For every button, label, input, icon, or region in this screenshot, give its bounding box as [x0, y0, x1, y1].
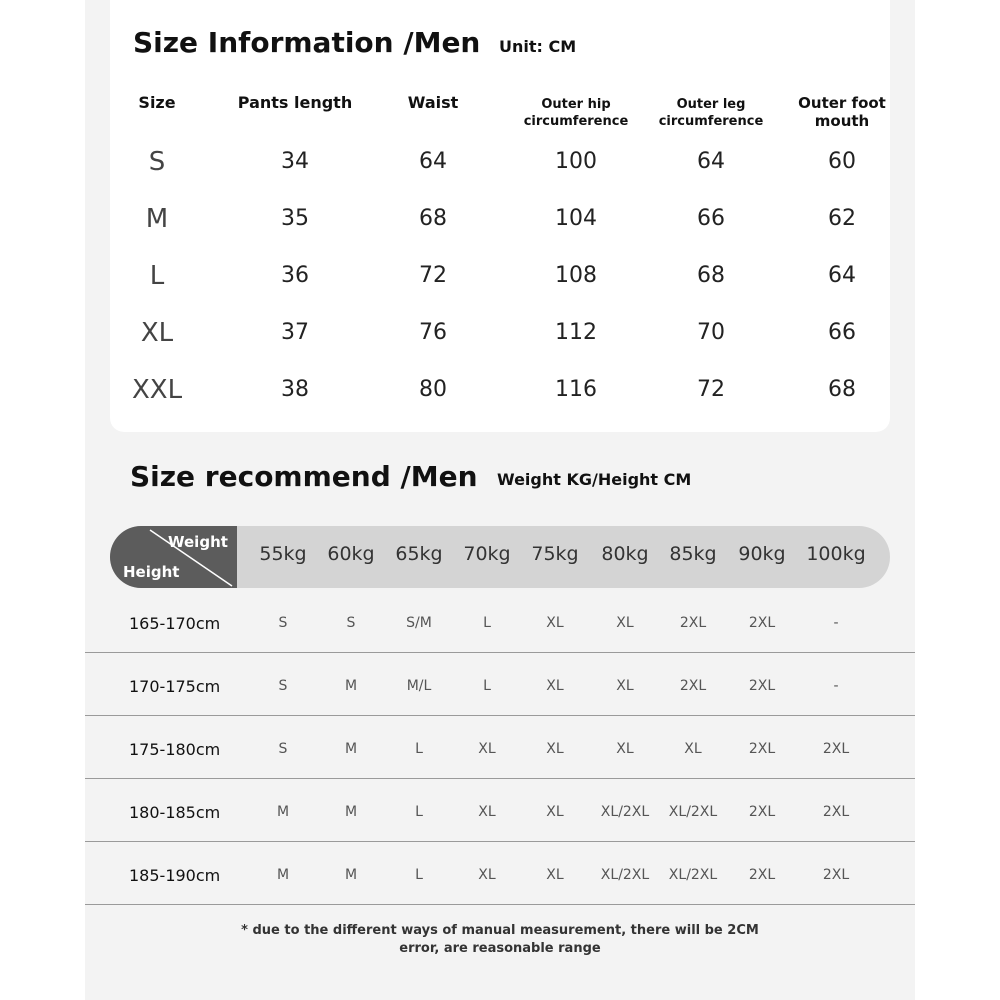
height-label: 175-180cm	[129, 740, 221, 759]
recommended-size: 2XL	[822, 867, 850, 883]
recommended-size: XL	[616, 678, 634, 694]
size-value: 62	[828, 206, 856, 231]
recommended-size: XL	[478, 804, 496, 820]
size-value: 80	[419, 377, 447, 402]
size-info-title: Size Information /Men	[133, 26, 481, 59]
size-value: 38	[281, 377, 309, 402]
recommended-size: XL	[546, 804, 564, 820]
size-label: L	[149, 261, 165, 291]
corner-weight-label: Weight	[168, 533, 228, 551]
size-col-header: Waist	[407, 93, 459, 112]
recommended-size: S/M	[406, 615, 432, 631]
size-value: 35	[281, 206, 309, 231]
size-label: S	[148, 147, 166, 177]
note-line-1: * due to the different ways of manual measurement, there will be 2CM	[241, 923, 759, 938]
recommended-size: M	[276, 867, 290, 883]
row-divider	[85, 778, 915, 779]
recommended-size: L	[483, 678, 491, 694]
weight-label: 85kg	[669, 543, 717, 565]
recommended-size: L	[415, 741, 423, 757]
recommended-size: XL	[478, 741, 496, 757]
recommended-size: M	[344, 678, 358, 694]
size-value: 36	[281, 263, 309, 288]
recommended-size: L	[483, 615, 491, 631]
size-value: 37	[281, 320, 309, 345]
recommended-size: 2XL	[822, 741, 850, 757]
recommended-size: S	[278, 615, 288, 631]
recommended-size: 2XL	[679, 678, 707, 694]
measurement-note	[85, 922, 915, 958]
weight-label: 75kg	[531, 543, 579, 565]
height-label: 185-190cm	[129, 866, 221, 885]
size-value: 66	[697, 206, 725, 231]
weight-label: 90kg	[738, 543, 786, 565]
corner-height-label: Height	[123, 563, 180, 581]
size-value: 34	[281, 149, 309, 174]
recommended-size: XL	[616, 615, 634, 631]
size-recommend-unit: Weight KG/Height CM	[497, 470, 692, 489]
size-value: 68	[828, 377, 856, 402]
recommended-size: XL/2XL	[600, 867, 650, 883]
weight-label: 60kg	[327, 543, 375, 565]
row-divider	[85, 715, 915, 716]
recommended-size: M	[344, 867, 358, 883]
size-value: 108	[555, 263, 597, 288]
recommended-size: L	[415, 867, 423, 883]
recommended-size: XL	[684, 741, 702, 757]
size-value: 64	[697, 149, 725, 174]
recommended-size: XL/2XL	[600, 804, 650, 820]
weight-height-corner	[110, 526, 237, 588]
size-col-header: Outer hip circumference	[523, 97, 629, 129]
recommended-size: 2XL	[748, 804, 776, 820]
size-value: 68	[697, 263, 725, 288]
size-value: 116	[555, 377, 597, 402]
size-value: 72	[697, 377, 725, 402]
size-value: 66	[828, 320, 856, 345]
size-info-card	[110, 0, 890, 432]
recommended-size: XL	[616, 741, 634, 757]
height-label: 170-175cm	[129, 677, 221, 696]
recommended-size: XL	[478, 867, 496, 883]
recommended-size: XL/2XL	[668, 804, 718, 820]
size-col-header: Outer leg circumference	[658, 97, 764, 129]
recommended-size: 2XL	[748, 678, 776, 694]
size-col-header: Outer foot mouth	[798, 94, 886, 130]
recommended-size: 2XL	[679, 615, 707, 631]
size-value: 70	[697, 320, 725, 345]
size-recommend-title: Size recommend /Men	[130, 460, 478, 493]
row-divider	[85, 652, 915, 653]
height-label: 165-170cm	[129, 614, 221, 633]
size-value: 104	[555, 206, 597, 231]
recommended-size: XL	[546, 678, 564, 694]
recommended-size: XL	[546, 741, 564, 757]
size-value: 112	[555, 320, 597, 345]
height-label: 180-185cm	[129, 803, 221, 822]
recommended-size: M	[276, 804, 290, 820]
size-value: 100	[555, 149, 597, 174]
size-col-header: Pants length	[237, 93, 353, 112]
row-divider	[85, 841, 915, 842]
size-value: 64	[419, 149, 447, 174]
recommended-size: -	[833, 615, 839, 631]
row-divider	[85, 904, 915, 905]
recommended-size: S	[278, 741, 288, 757]
size-label: M	[145, 204, 169, 234]
size-value: 72	[419, 263, 447, 288]
size-info-unit: Unit: CM	[499, 37, 577, 56]
size-label: XXL	[131, 375, 183, 405]
recommended-size: XL/2XL	[668, 867, 718, 883]
note-line-2: error, are reasonable range	[399, 941, 601, 956]
recommended-size: S	[278, 678, 288, 694]
recommended-size: L	[415, 804, 423, 820]
size-col-header: Size	[138, 93, 176, 112]
weight-label: 65kg	[395, 543, 443, 565]
size-value: 64	[828, 263, 856, 288]
size-value: 68	[419, 206, 447, 231]
recommended-size: M/L	[406, 678, 432, 694]
size-label: XL	[140, 318, 174, 348]
weight-label: 55kg	[259, 543, 307, 565]
recommended-size: S	[346, 615, 356, 631]
recommended-size: XL	[546, 615, 564, 631]
recommended-size: -	[833, 678, 839, 694]
recommended-size: 2XL	[748, 867, 776, 883]
recommended-size: M	[344, 804, 358, 820]
weight-label: 100kg	[806, 543, 866, 565]
size-value: 60	[828, 149, 856, 174]
weight-label: 70kg	[463, 543, 511, 565]
recommended-size: 2XL	[748, 741, 776, 757]
recommended-size: 2XL	[748, 615, 776, 631]
recommended-size: M	[344, 741, 358, 757]
size-value: 76	[419, 320, 447, 345]
recommended-size: XL	[546, 867, 564, 883]
recommended-size: 2XL	[822, 804, 850, 820]
weight-label: 80kg	[601, 543, 649, 565]
